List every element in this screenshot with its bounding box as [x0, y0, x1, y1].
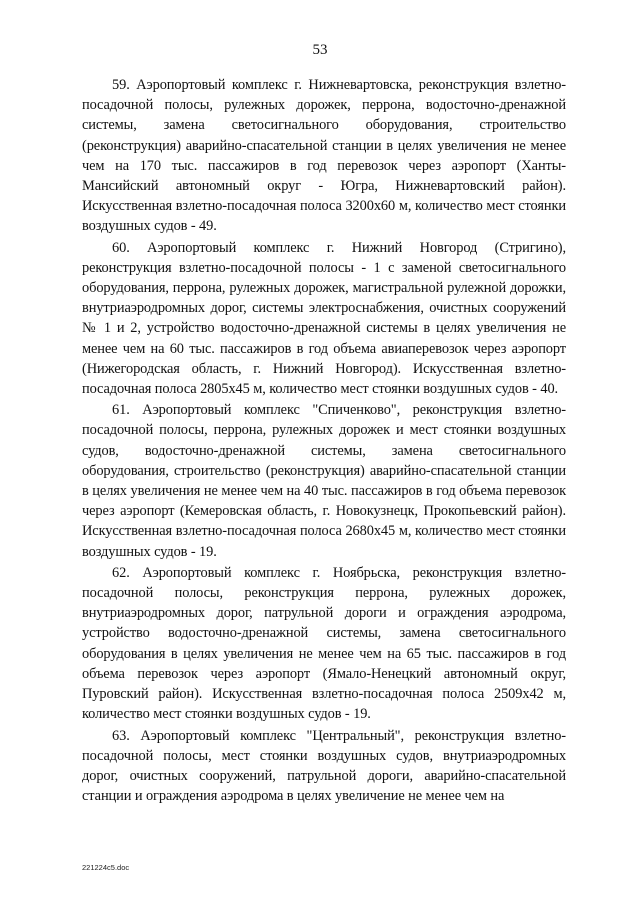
footer-filename: 221224c5.doc: [82, 863, 130, 872]
paragraph-item-60: 60. Аэропортовый комплекс г. Нижний Новгород (Стригино), реконструкция взлетно-посадочной полосы - 1 с заменой светосигнального оборудования, перрона, рулежных дорожек, магистральной рулежной дорожки, внутриаэродромных дорог, системы электроснабжения, очистных сооружений № 1 и 2, устройство водосточно-дренажной системы в целях увеличения не менее чем на 60 тыс. пассажиров в год объема авиаперевозок через аэропорт (Нижегородская область, г. Нижний Новгород). Искусственная взлетно-посадочная полоса 2805х45 м, количество мест стоянки воздушных судов - 40.: [82, 239, 566, 398]
page-number: 53: [312, 42, 328, 58]
document-body: [82, 75, 566, 807]
paragraph-item-61: 61. Аэропортовый комплекс "Спиченково", реконструкция взлетно-посадочной полосы, перрона, рулежных дорожек и мест стоянки воздушных судов, водосточно-дренажной системы, замена светосигнального оборудования, строительство (реконструкция) аварийно-спасательной станции в целях увеличения не менее чем на 40 тыс. пассажиров в год объема перевозок через аэропорт (Кемеровская область, г. Новокузнецк, Прокопьевский район). Искусственная взлетно-посадочная полоса 2680х45 м, количество мест стоянки воздушных судов - 19.: [82, 402, 566, 560]
paragraph-item-62: 62. Аэропортовый комплекс г. Ноябрьска, реконструкция взлетно-посадочной полосы, реконструкция перрона, рулежных дорожек, внутриаэродромных дорог, патрульной дороги и ограждения аэродрома, устройство водосточно-дренажной системы, замена светосигнального оборудования в целях увеличения не менее чем на 65 тыс. пассажиров в год объема перевозок через аэропорт (Ямало-Ненецкий автономный округ, Пуровский район). Искусственная взлетно-посадочная полоса 2509х42 м, количество мест стоянки воздушных судов - 19.: [82, 564, 566, 723]
paragraph-item-63: 63. Аэропортовый комплекс "Центральный", реконструкция взлетно-посадочной полосы, мест стоянки воздушных судов, внутриаэродромных дорог, очистных сооружений, патрульной дороги, аварийно-спасательной станции и ограждения аэродрома в целях увеличение не менее чем на: [82, 727, 566, 805]
paragraph-item-59: 59. Аэропортовый комплекс г. Нижневартовска, реконструкция взлетно-посадочной полосы, рулежных дорожек, перрона, водосточно-дренажной системы, замена светосигнального оборудования, строительство (реконструкция) аварийно-спасательной станции в целях увеличения не менее чем на 170 тыс. пассажиров в год перевозок через аэропорт (Ханты-Мансийский автономный округ - Югра, Нижневартовский район). Искусственная взлетно-посадочная полоса 3200х60 м, количество мест стоянки воздушных судов - 49.: [82, 77, 566, 235]
